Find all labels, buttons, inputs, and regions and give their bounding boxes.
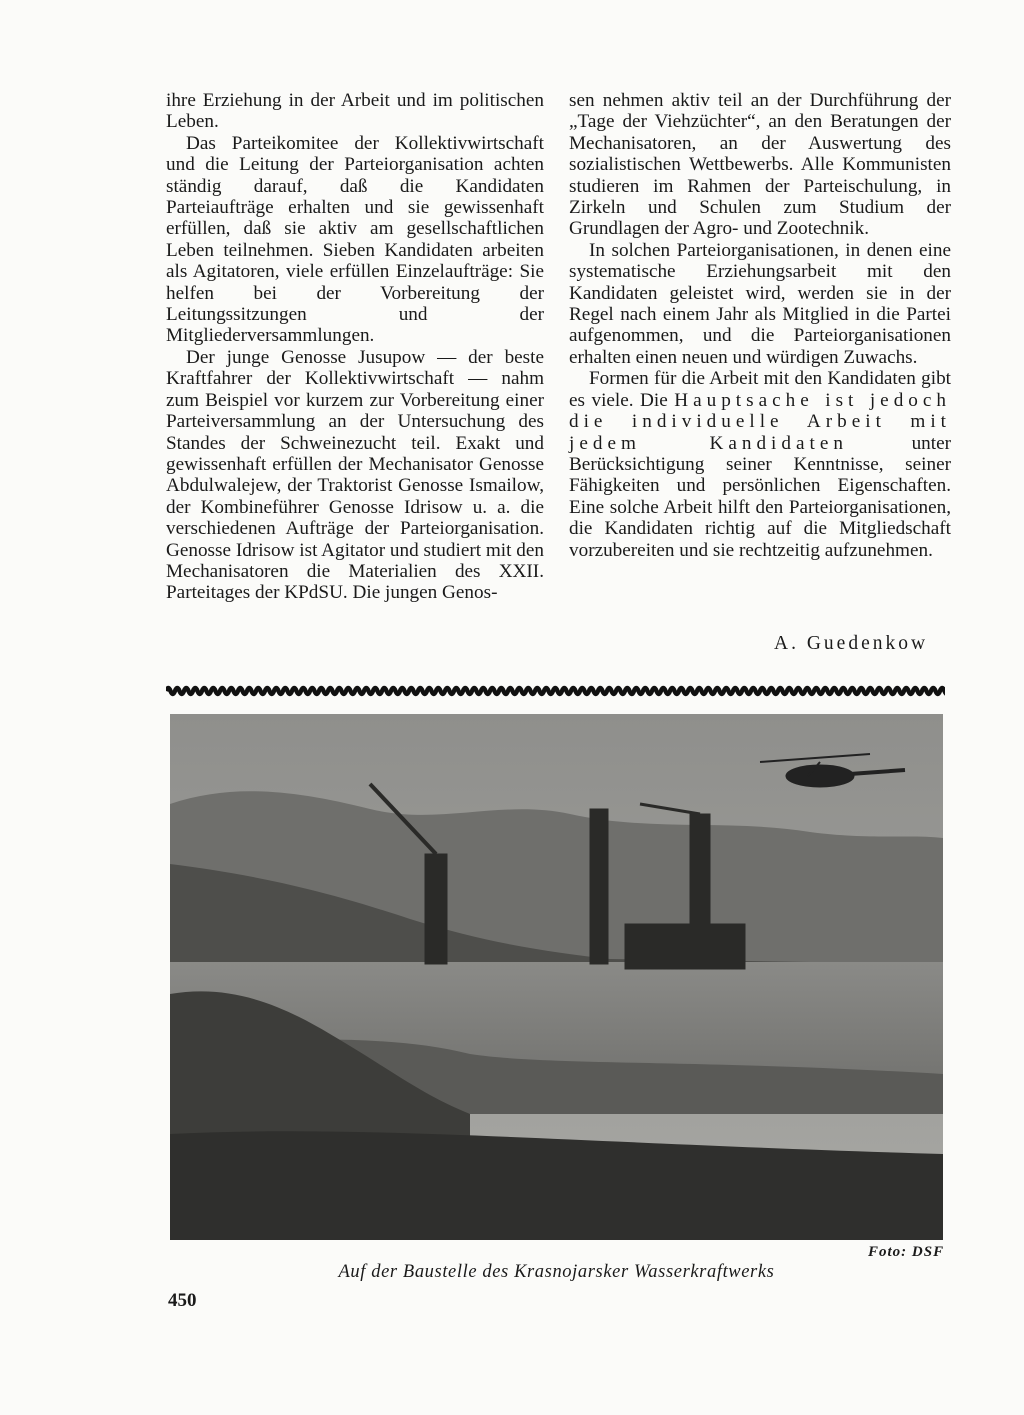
paragraph bbox=[569, 368, 951, 561]
paragraph: sen nehmen aktiv teil an der Durchführung der „Tage der Viehzüchter“, an den Beratungen der Mechanisatoren, an der Auswertung des sozialistischen Wettbewerbs. Alle Kommunisten studieren im Rahmen der Parteischulung, in Zirkeln und Schulen zum Studium der Grundlagen der Agro- und Zootechnik. bbox=[569, 90, 951, 240]
wavy-divider bbox=[166, 682, 945, 700]
paragraph-text: Formen für die Arbeit mit den Kandidaten gibt es viele. Die bbox=[569, 368, 951, 411]
paragraph: Der junge Genosse Jusupow — der beste Kraftfahrer der Kollektivwirtschaft — nahm zum Beispiel vor kurzem zur Vorbereitung einer Parteiversammlung an der Untersuchung des Standes der Schweinezucht teil. Exakt und gewissenhaft erfüllen der Mechanisator Genosse Abdulwalejew, der Traktorist Genosse Ismailow, der Kombineführer Genosse Idrisow u. a. die verschiedenen Aufträge der Parteiorganisation. Genosse Idrisow ist Agitator und studiert mit den Mechanisatoren die Materialien des XXII. Parteitages der KPdSU. Die jungen Genos- bbox=[166, 346, 544, 604]
article-column-right bbox=[569, 90, 951, 561]
article-column-left bbox=[166, 90, 544, 604]
paragraph: In solchen Parteiorganisationen, in denen eine systematische Erziehungsarbeit mit den Kandidaten geleistet wird, werden sie in der Regel nach einem Jahr als Mitglied in die Partei aufgenommen, und die Parteiorganisationen erhalten einen neuen und würdigen Zuwachs. bbox=[569, 239, 951, 368]
paragraph: ihre Erziehung in der Arbeit und im politischen Leben. bbox=[166, 90, 544, 133]
author-signature: A. Guedenkow bbox=[774, 633, 929, 654]
page-number: 450 bbox=[168, 1290, 197, 1311]
paragraph-text: unter Berücksichtigung seiner Kenntnisse, seiner Fähigkeiten und persönlichen Eigenschaften. Eine solche Arbeit hilft den Parteiorganisationen, die Kandidaten richtig auf die Mitgliedschaft vorzubereiten und sie rechtzeitig aufzunehmen. bbox=[569, 432, 951, 561]
construction-site-photo bbox=[170, 714, 943, 1240]
photo-credit: Foto: DSF bbox=[868, 1244, 945, 1260]
emphasized-text: Hauptsache ist jedoch die individuelle Arbeit mit jedem Kandidaten bbox=[569, 389, 951, 454]
photo-caption: Auf der Baustelle des Krasnojarsker Wasserkraftwerks bbox=[338, 1262, 775, 1282]
paragraph: Das Parteikomitee der Kollektivwirtschaft und die Leitung der Parteiorganisation achten ständig darauf, daß die Kandidaten Parteiaufträge erhalten und sie gewissenhaft erfüllen, daß sie aktiv am gesellschaftlichen Leben teilnehmen. Sieben Kandidaten arbeiten als Agitatoren, viele erfüllen Einzelaufträge: Sie helfen bei der Vorbereitung der Leitungssitzungen und der Mitgliederversammlungen. bbox=[166, 132, 544, 347]
